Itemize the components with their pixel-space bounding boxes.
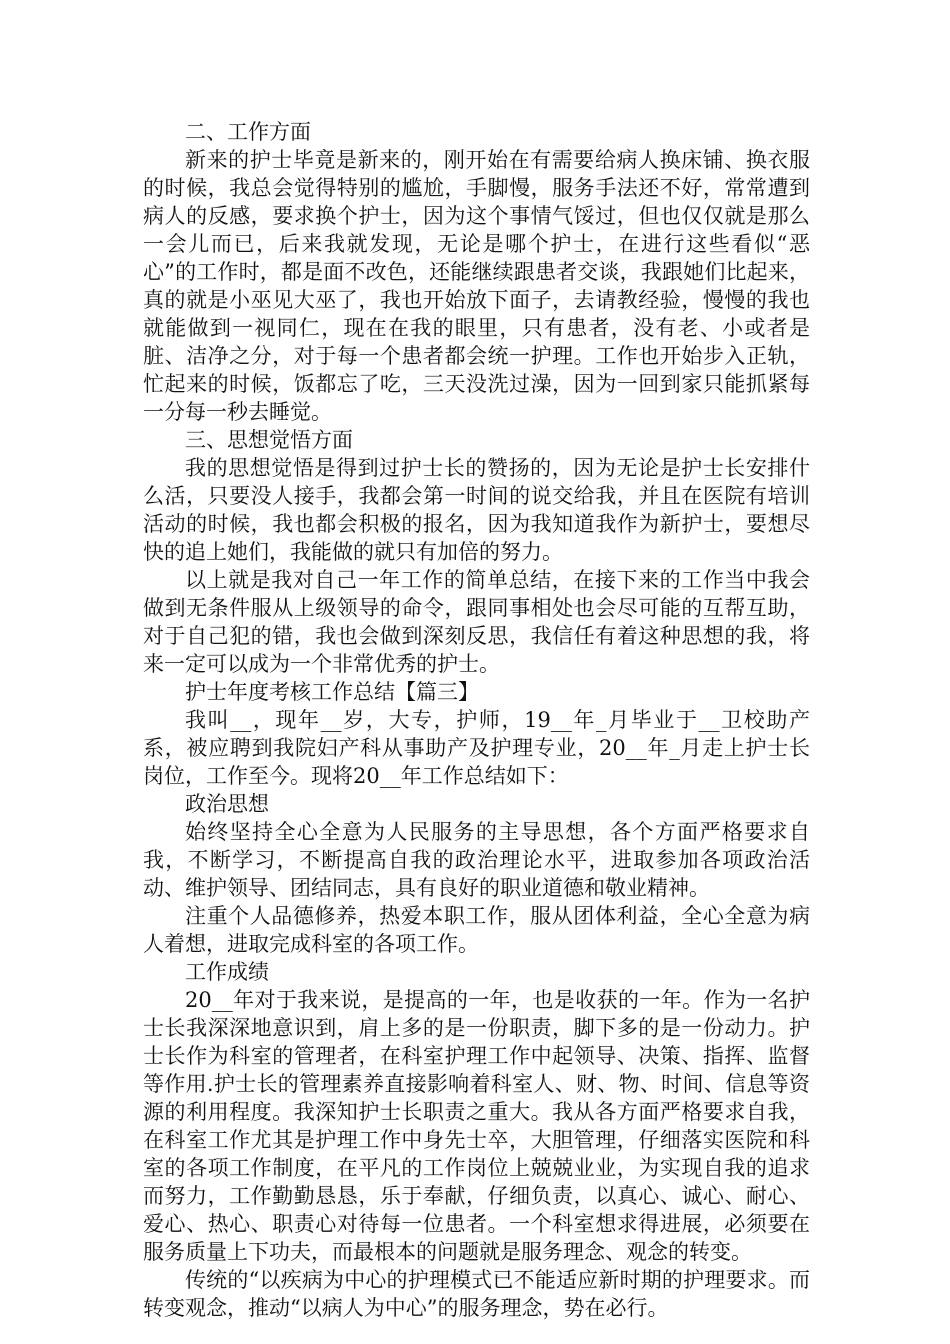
section-heading-thinking: 三、思想觉悟方面 <box>185 428 353 452</box>
section-heading-work: 二、工作方面 <box>185 120 311 144</box>
section-heading-achievements: 工作成绩 <box>185 960 269 984</box>
article-title-part-three: 护士年度考核工作总结【篇三】 <box>185 680 479 704</box>
paragraph-introduction: 我叫__，现年__岁，大专，护师，19__年_月毕业于__卫校助产系，被应聘到我院妇产科从事助产及护理专业，20__年_月走上护士长岗位，工作至今。现将20__年工作总结如下： <box>143 708 810 788</box>
paragraph-morality: 注重个人品德修养，热爱本职工作，服从团体利益，全心全意为病人着想，进取完成科室的各项工作。 <box>143 904 810 956</box>
paragraph-service-concept: 传统的“以疾病为中心的护理模式已不能适应新时期的护理要求。而转变观念，推动“以病人为中心”的服务理念，势在必行。 <box>143 1268 810 1320</box>
paragraph-politics: 始终坚持全心全意为人民服务的主导思想，各个方面严格要求自我，不断学习，不断提高自我的政治理论水平，进取参加各项政治活动、维护领导、团结同志，具有良好的职业道德和敬业精神。 <box>143 820 810 900</box>
paragraph-thinking: 我的思想觉悟是得到过护士长的赞扬的，因为无论是护士长安排什么活，只要没人接手，我都会第一时间的说交给我，并且在医院有培训活动的时候，我也都会积极的报名，因为我知道我作为新护士，要想尽快的追上她们，我能做的就只有加倍的努力。 <box>143 456 810 564</box>
document-body <box>143 118 810 1322</box>
section-heading-politics: 政治思想 <box>185 792 269 816</box>
paragraph-work-experience: 新来的护士毕竟是新来的，刚开始在有需要给病人换床铺、换衣服的时候，我总会觉得特别的尴尬，手脚慢，服务手法还不好，常常遭到病人的反感，要求换个护士，因为这个事情气馁过，但也仅仅就是那么一会儿而已，后来我就发现，无论是哪个护士，在进行这些看似“恶心”的工作时，都是面不改色，还能继续跟患者交谈，我跟她们比起来，真的就是小巫见大巫了，我也开始放下面子，去请教经验，慢慢的我也就能做到一视同仁，现在在我的眼里，只有患者，没有老、小或者是脏、洁净之分，对于每一个患者都会统一护理。工作也开始步入正轨，忙起来的时候，饭都忘了吃，三天没洗过澡，因为一回到家只能抓紧每一分每一秒去睡觉。 <box>143 148 810 424</box>
paragraph-summary: 以上就是我对自己一年工作的简单总结，在接下来的工作当中我会做到无条件服从上级领导的命令，跟同事相处也会尽可能的互帮互助，对于自己犯的错，我也会做到深刻反思，我信任有着这种思想的我，将来一定可以成为一个非常优秀的护士。 <box>143 568 810 676</box>
paragraph-achievements: 20__年对于我来说，是提高的一年，也是收获的一年。作为一名护士长我深深地意识到，肩上多的是一份职责，脚下多的是一份动力。护士长作为科室的管理者，在科室护理工作中起领导、决策、指挥、监督等作用.护士长的管理素养直接影响着科室人、财、物、时间、信息等资源的利用程度。我深知护士长职责之重大。我从各方面严格要求自我，在科室工作尤其是护理工作中身先士卒，大胆管理，仔细落实医院和科室的各项工作制度，在平凡的工作岗位上兢兢业业，为实现自我的追求而努力，工作勤勤恳恳，乐于奉献，仔细负责，以真心、诚心、耐心、爱心、热心、职责心对待每一位患者。一个科室想求得进展，必须要在服务质量上下功夫，而最根本的问题就是服务理念、观念的转变。 <box>143 988 810 1264</box>
